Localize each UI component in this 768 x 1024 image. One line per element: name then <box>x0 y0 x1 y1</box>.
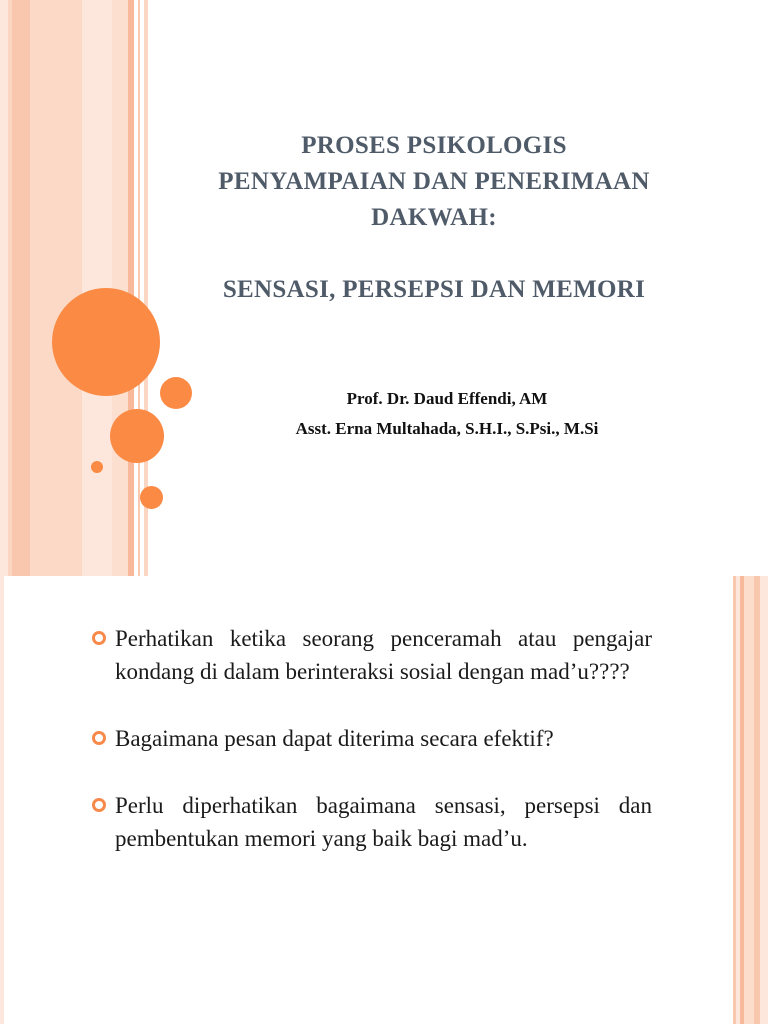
decorative-stripe <box>138 0 140 576</box>
decorative-stripe <box>0 576 4 1024</box>
title-line: PROSES PSIKOLOGIS <box>301 132 567 159</box>
hollow-circle-icon <box>92 798 106 812</box>
subtitle: SENSASI, PERSEPSI DAN MEMORI <box>222 276 646 303</box>
bullet-text: Perlu diperhatikan bagaimana sensasi, persepsi dan pembentukan memori yang baik bagi mad’u. <box>115 793 652 851</box>
bullet-item <box>90 722 652 755</box>
hollow-circle-icon <box>92 631 106 645</box>
decorative-stripe <box>30 0 82 576</box>
bullet-text: Bagaimana pesan dapat diterima secara efektif? <box>115 726 554 751</box>
decorative-circle-icon <box>91 461 103 473</box>
author-name: Asst. Erna Multahada, S.H.I., S.Psi., M.Si <box>295 419 599 438</box>
bullet-list <box>90 622 652 855</box>
decorative-circle-icon <box>160 377 192 409</box>
decorative-circle-icon <box>140 486 163 509</box>
bullet-text: Perhatikan ketika seorang penceramah atau pengajar kondang di dalam berinteraksi sosial dengan mad’u???? <box>115 626 652 684</box>
slide-content <box>0 576 768 1024</box>
decorative-circle-icon <box>110 409 164 463</box>
author-name: Prof. Dr. Daud Effendi, AM <box>346 389 548 408</box>
bullet-item <box>90 789 652 855</box>
decorative-stripe <box>128 0 134 576</box>
title-line: DAKWAH: <box>371 204 497 231</box>
decorative-stripe <box>12 0 30 576</box>
authors <box>200 384 694 444</box>
decorative-circle-icon <box>52 288 160 396</box>
bullet-item <box>90 622 652 688</box>
decorative-stripe <box>760 576 768 1024</box>
title-line: PENYAMPAIAN DAN PENERIMAAN <box>218 168 650 195</box>
decorative-stripe <box>0 0 8 576</box>
hollow-circle-icon <box>92 731 106 745</box>
slide-title-text <box>170 128 698 308</box>
decorative-stripe <box>744 576 754 1024</box>
